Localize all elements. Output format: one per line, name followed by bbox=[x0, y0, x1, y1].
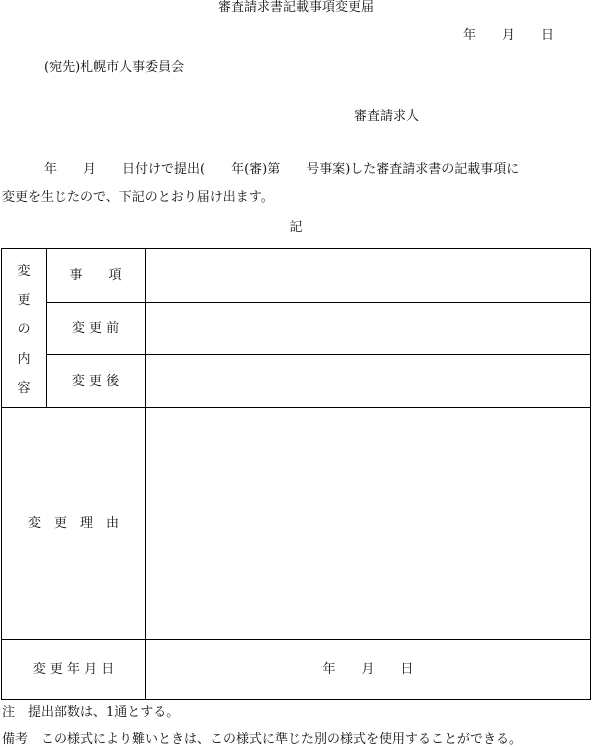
content-group-char: 内 bbox=[17, 351, 31, 367]
item-label-text: 事 項 bbox=[69, 268, 122, 283]
content-group-char: 容 bbox=[17, 380, 31, 396]
change-date-label-text: 変 更 年 月 日 bbox=[32, 662, 115, 677]
item-field[interactable] bbox=[146, 249, 590, 302]
before-field[interactable] bbox=[146, 303, 590, 354]
before-label-text: 変 更 前 bbox=[71, 321, 120, 336]
ki-heading: 記 bbox=[289, 220, 303, 235]
reason-label bbox=[2, 408, 145, 639]
change-date-field[interactable] bbox=[146, 640, 590, 699]
content-group-char: の bbox=[17, 322, 31, 338]
document-title: 審査請求書記載事項変更届 bbox=[217, 0, 374, 15]
content-group-label bbox=[2, 249, 46, 407]
submission-date: 年 月 日 bbox=[462, 28, 554, 43]
requester-label: 審査請求人 bbox=[354, 109, 420, 124]
after-label-text: 変 更 後 bbox=[71, 373, 120, 389]
reason-label-text: 変 更 理 由 bbox=[27, 516, 119, 531]
note-copies: 注 提出部数は、1通とする。 bbox=[2, 705, 180, 720]
change-date-label bbox=[2, 640, 145, 699]
body-text-line-1: 年 月 日付けで提出( 年(審)第 号事案)した審査請求書の記載事項に bbox=[44, 162, 520, 177]
change-form-table bbox=[1, 248, 591, 700]
item-label bbox=[46, 249, 145, 302]
content-group-char: 変 bbox=[17, 264, 31, 280]
body-text-line-2: 変更を生じたので、下記のとおり届け出ます。 bbox=[2, 190, 274, 205]
content-group-char: 更 bbox=[17, 293, 31, 309]
after-field[interactable] bbox=[146, 355, 590, 407]
note-remarks: 備考 この様式により難いときは、この様式に準じた別の様式を使用することができる。 bbox=[2, 732, 523, 747]
addressee: (宛先)札幌市人事委員会 bbox=[44, 60, 185, 75]
reason-field[interactable] bbox=[146, 408, 590, 639]
after-label bbox=[46, 355, 145, 407]
change-date-value: 年 月 日 bbox=[322, 662, 414, 677]
before-label bbox=[46, 303, 145, 354]
